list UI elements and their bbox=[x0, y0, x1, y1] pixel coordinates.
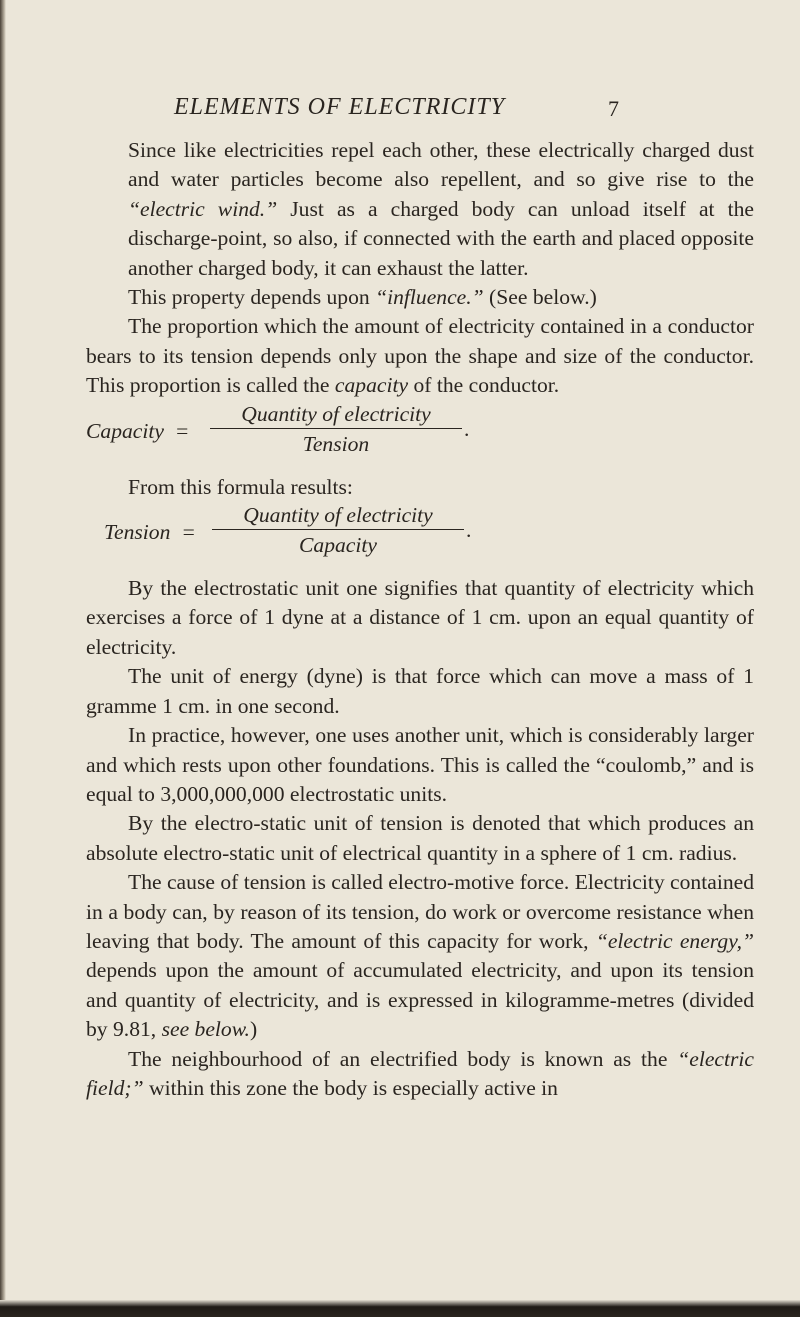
italic-term: capacity bbox=[334, 373, 409, 398]
paragraph-text: The proportion which the amount of electricity contained in a conductor bears to its tension depends only upon the shape and size of the conductor. This proportion is called the bbox=[86, 314, 754, 398]
italic-term: see below. bbox=[161, 1017, 250, 1042]
running-header bbox=[174, 94, 754, 130]
equals-sign: = bbox=[174, 418, 190, 443]
formula-capacity bbox=[86, 401, 754, 473]
paragraph-text: ) bbox=[249, 1017, 258, 1042]
formula-period: . bbox=[464, 416, 470, 441]
formula-tension bbox=[86, 502, 754, 574]
paragraph-tension-unit: By the electro-static unit of tension is denoted that which produces an absolute electro-static unit of electrical quantity in a sphere of 1 cm. radius. bbox=[86, 811, 754, 865]
paragraph-coulomb: In practice, however, one uses another unit, which is considerably larger and which rests upon other foundations. This is called the “coulomb,” and is equal to 3,000,000,000 electrostatic units. bbox=[86, 723, 754, 806]
italic-term: “electric wind.” bbox=[128, 196, 278, 221]
paragraph-text: depends upon the amount of accumulated electricity, and upon its tension and quantity of electricity, and is expressed in kilogramme-metres (divided by 9.81, bbox=[86, 958, 754, 1042]
page-edge-shadow bbox=[0, 0, 6, 1317]
paragraph-influence bbox=[86, 283, 754, 312]
formula-lhs bbox=[86, 417, 189, 446]
paragraph-electrostatic-unit: By the electrostatic unit one signifies that quantity of electricity which exercises a force of 1 dyne at a distance of 1 cm. upon an equal quantity of electricity. bbox=[86, 576, 754, 659]
formula-lhs-label: Tension bbox=[104, 520, 171, 545]
header-title: ELEMENTS OF ELECTRICITY bbox=[174, 94, 506, 120]
fraction-bar bbox=[210, 428, 462, 429]
formula-denominator: Capacity bbox=[299, 533, 377, 558]
fraction-bar bbox=[212, 529, 464, 530]
paragraph-text: This property depends upon bbox=[128, 285, 376, 310]
formula-period: . bbox=[466, 518, 472, 543]
paragraph-formula-intro: From this formula results: bbox=[128, 474, 353, 499]
formula-denominator: Tension bbox=[302, 431, 370, 456]
paragraph-text: (See below.) bbox=[483, 285, 597, 310]
italic-term: “electric energy,” bbox=[595, 928, 754, 953]
page-body bbox=[86, 136, 754, 1103]
formula-lhs-label: Capacity bbox=[86, 418, 164, 443]
formula-numerator: Quantity of electricity bbox=[241, 401, 431, 426]
formula-fraction bbox=[212, 502, 464, 558]
italic-term: “influence.” bbox=[375, 285, 484, 310]
paragraph-text: The neighbourhood of an electrified body is known as the bbox=[128, 1046, 678, 1071]
italic-term: “electric field;” bbox=[86, 1046, 754, 1100]
paragraph-electric-field bbox=[86, 1045, 754, 1104]
formula-numerator: Quantity of electricity bbox=[243, 503, 433, 528]
paragraph-text: within this zone the body is especially active in bbox=[143, 1075, 558, 1100]
formula-fraction bbox=[210, 401, 462, 457]
paragraph-electric-wind bbox=[86, 136, 754, 283]
paragraph-text: of the conductor. bbox=[408, 373, 560, 398]
paragraph-electric-energy bbox=[86, 868, 754, 1044]
page-number: 7 bbox=[608, 96, 620, 121]
page-bottom-edge bbox=[0, 1300, 800, 1317]
paragraph-capacity bbox=[86, 312, 754, 400]
paragraph-text: Just as a charged body can unload itself at the discharge-point, so also, if connected with the earth and placed opposite another charged body, it can exhaust the latter. bbox=[128, 196, 754, 280]
paragraph-unit-energy: The unit of energy (dyne) is that force which can move a mass of 1 gramme 1 cm. in one second. bbox=[86, 664, 754, 718]
equals-sign: = bbox=[181, 520, 196, 545]
formula-lhs bbox=[104, 518, 196, 547]
paragraph-text: The cause of tension is called electro-motive force. Electricity contained in a body can, by reason of its tension, do work or overcome resistance when leaving that body. The amount of this capacity for work, bbox=[86, 870, 754, 953]
paragraph-text: Since like electricities repel each other, these electrically charged dust and water particles become also repellent, and so give rise to the bbox=[128, 138, 754, 192]
